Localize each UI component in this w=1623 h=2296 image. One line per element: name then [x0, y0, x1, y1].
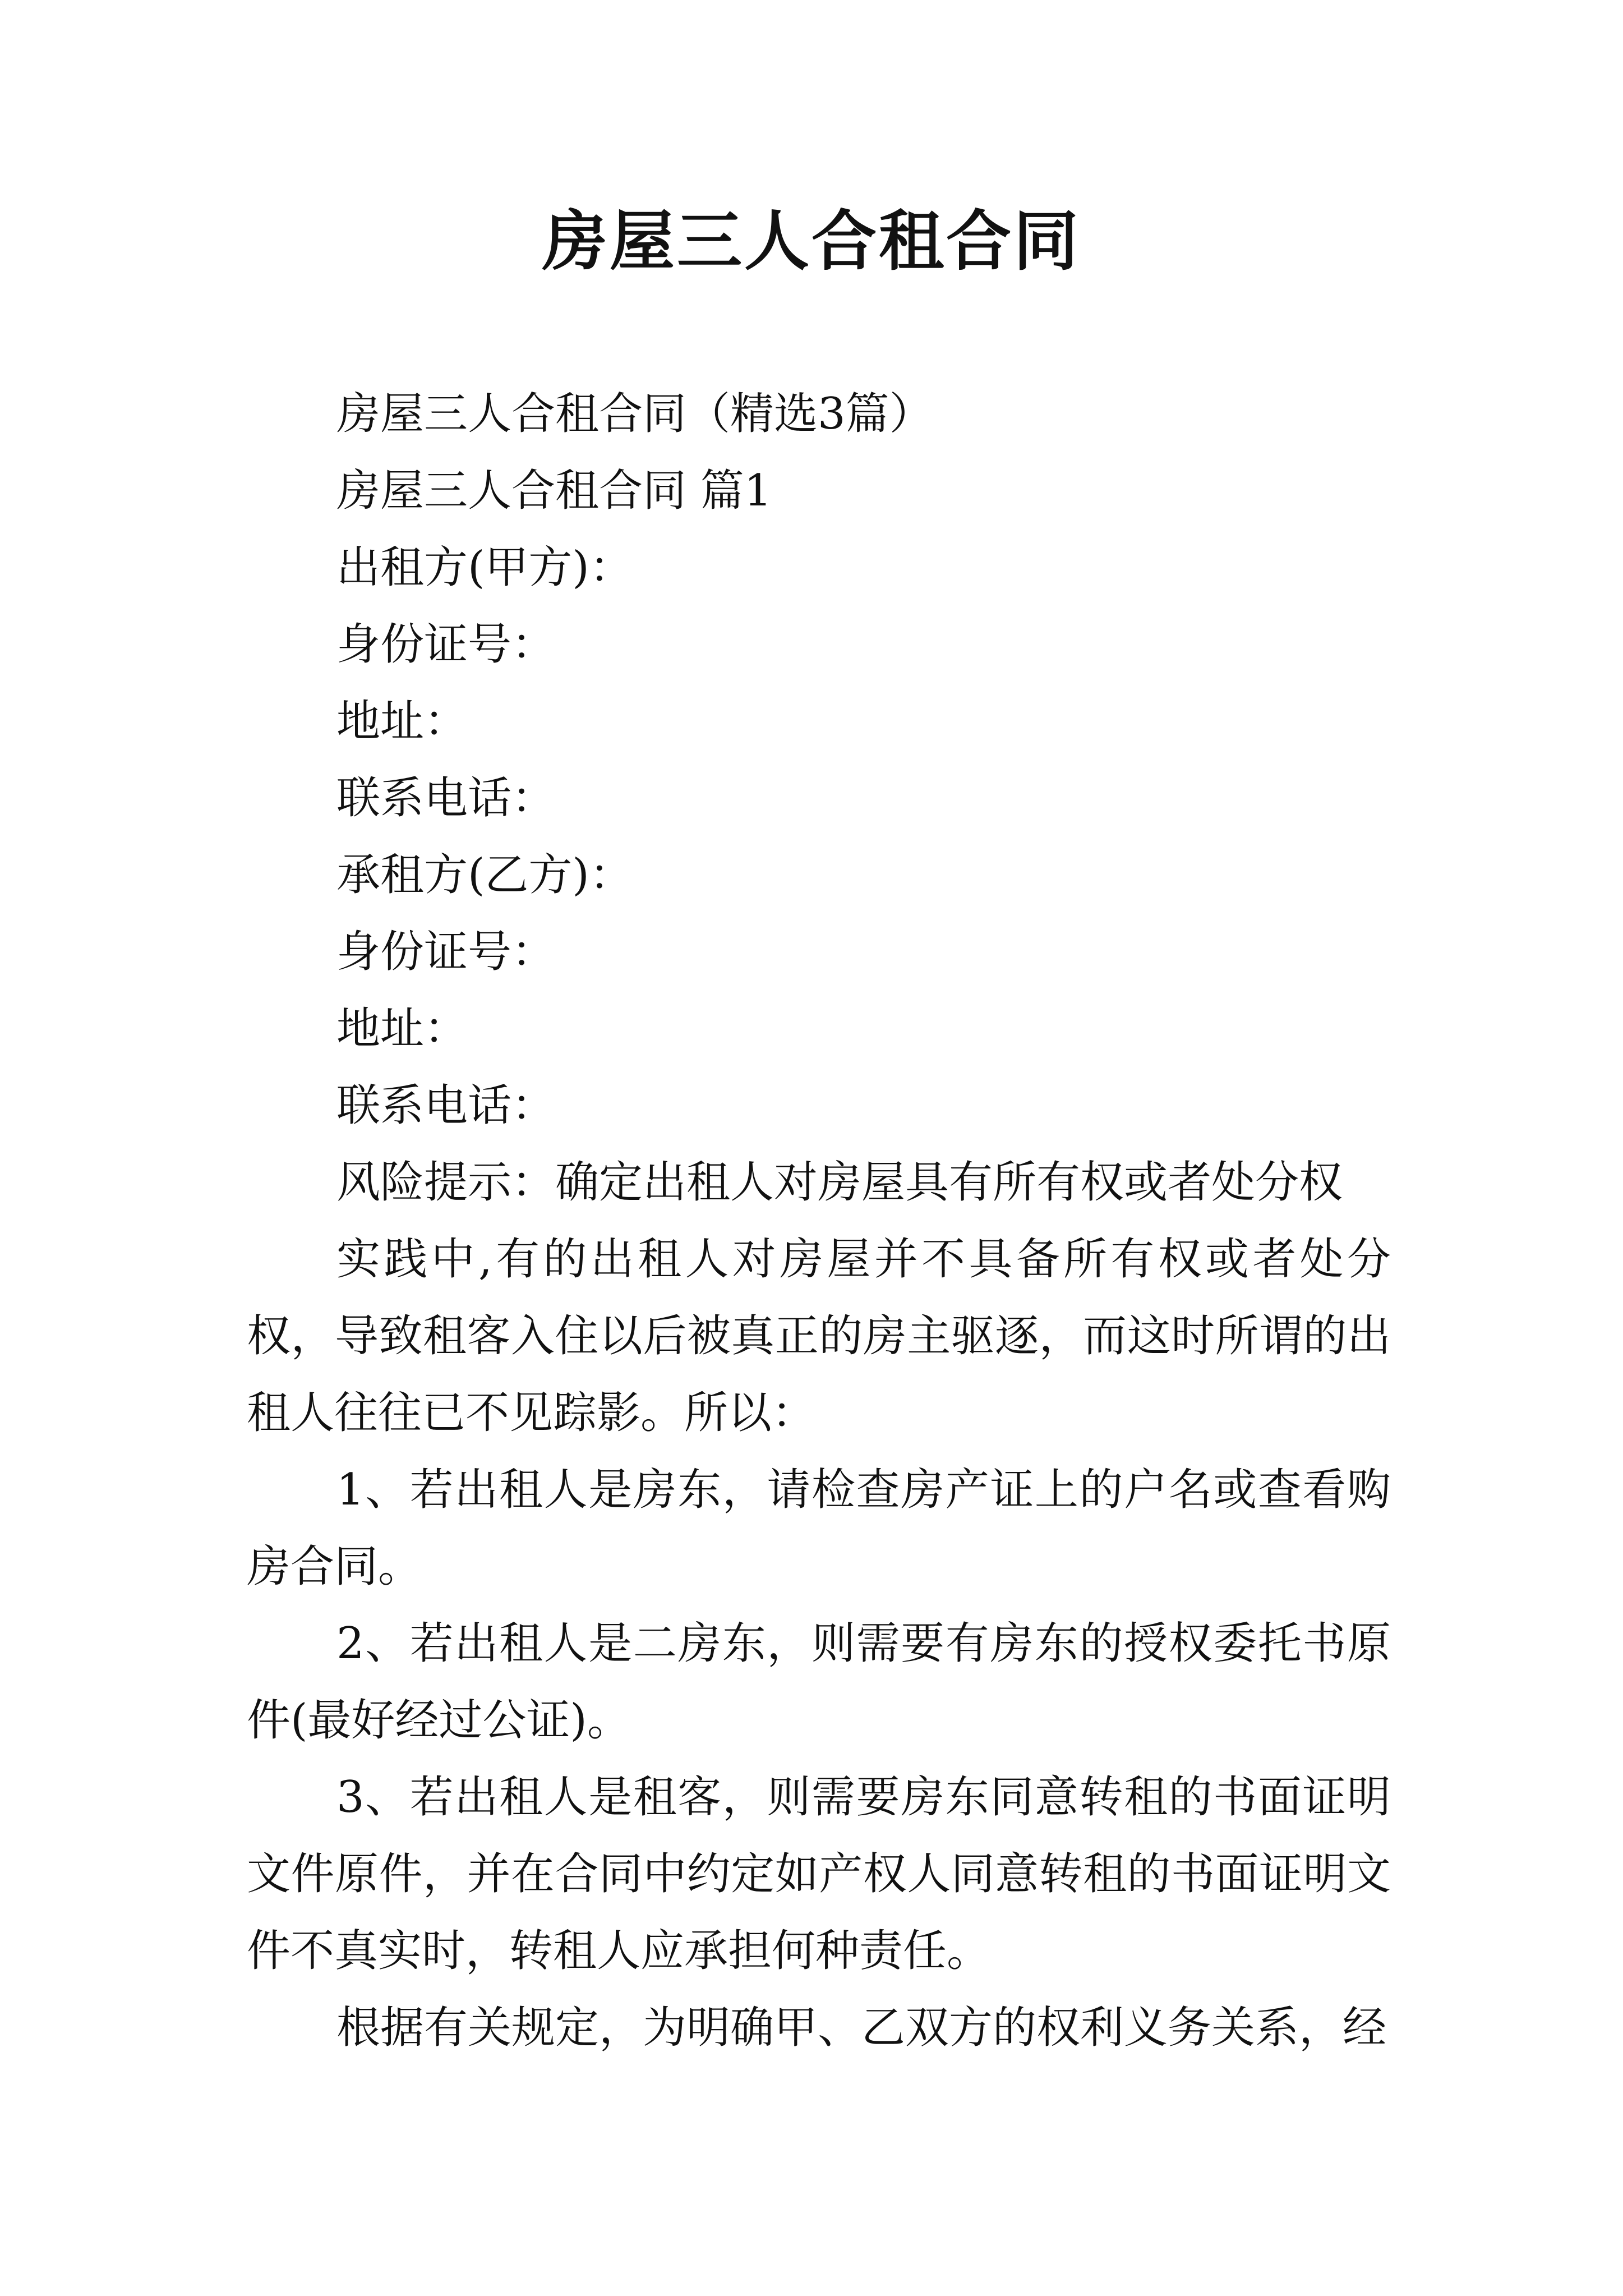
- document-line: 房屋三人合租合同（精选3篇）: [336, 389, 933, 439]
- document-line: 风险提示：确定出租人对房屋具有所有权或者处分权: [336, 1157, 1343, 1208]
- document-line: 房屋三人合租合同 篇1: [336, 466, 772, 516]
- document-paragraph: 根据有关规定，为明确甲、乙双方的权利义务关系，经: [336, 2003, 1387, 2053]
- document-line: 身份证号：: [336, 619, 556, 670]
- document-line: 地址：: [336, 1004, 468, 1054]
- document-line: 身份证号：: [336, 927, 556, 977]
- document-line: 承租方(乙方)：: [336, 850, 633, 900]
- document-line: 联系电话：: [336, 773, 556, 823]
- document-title: 房屋三人合租合同: [542, 203, 1081, 279]
- document-paragraph: 3、若出租人是租客，则需要房东同意转租的书面证明文件原件，并在合同中约定如产权人同意转租的书面证明文件不真实时，转租人应承担何种责任。: [247, 1772, 1391, 1976]
- document-line: 联系电话：: [336, 1080, 556, 1131]
- document-paragraph: 2、若出租人是二房东，则需要有房东的授权委托书原件(最好经过公证)。: [247, 1618, 1391, 1746]
- document-paragraph: 实践中,有的出租人对房屋并不具备所有权或者处分权，导致租客入住以后被真正的房主驱逐，而这时所谓的出租人往往已不见踪影。所以：: [247, 1234, 1391, 1438]
- document-line: 出租方(甲方)：: [336, 542, 633, 593]
- document-line: 地址：: [336, 696, 468, 747]
- document-body: [247, 376, 1391, 2067]
- document-paragraph: 1、若出租人是房东，请检查房产证上的户名或查看购房合同。: [247, 1465, 1391, 1592]
